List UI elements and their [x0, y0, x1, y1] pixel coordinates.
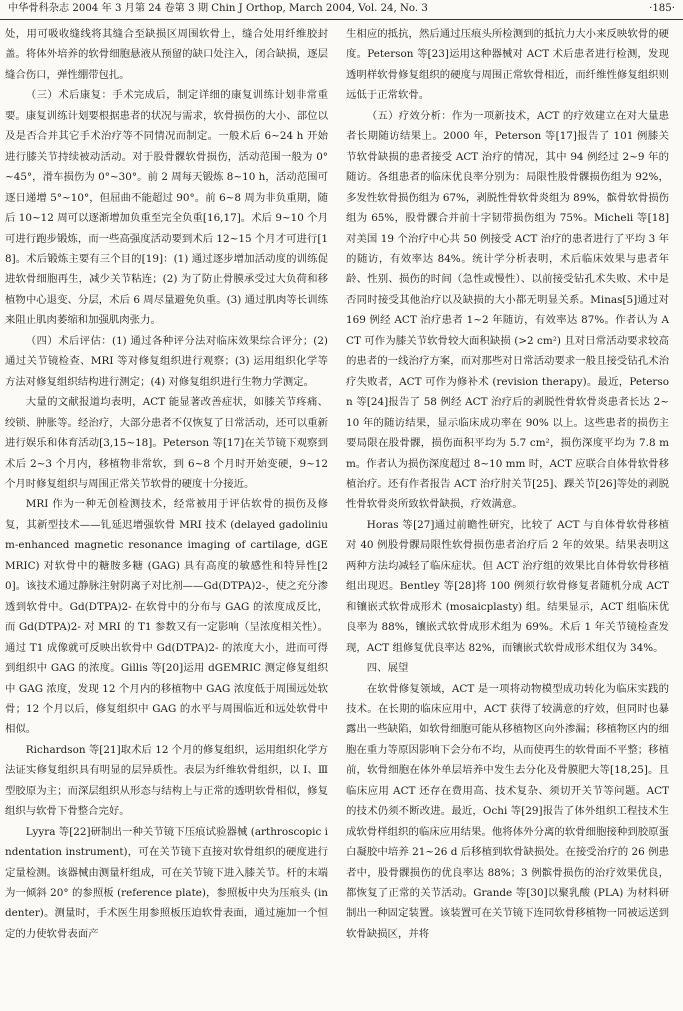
page-number: ·185·: [649, 3, 675, 14]
journal-citation: 中华骨科杂志 2004 年 3 月第 24 卷第 3 期 Chin J Orthop, March 2004, Vol. 24, No. 3: [8, 3, 428, 14]
paragraph-horas: Horas 等[27]通过前瞻性研究，比较了 ACT 与自体骨软骨移植对 40 例股骨髁局限性软骨损伤患者治疗后 2 年的效果。结果表明这两种方法均减轻了临床症状。但 ACT 治疗组的效果比自体骨软骨移植组出现迟。Bentley 等[28]将 100 例须行软骨修复者随机分成 ACT 和镶嵌式软骨成形术 (mosaicplasty) 组。结果显示，ACT 组临床优良率为 88%，镶嵌式软骨成形术组为 69%。术后 1 年关节镜检查发现，ACT 组修复优良率达 82%，而镶嵌式软骨成形术组仅为 34%。: [346, 518, 669, 654]
paragraph-literature: 大量的文献报道均表明，ACT 能显著改善症状，如膝关节疼痛、绞锁、肿胀等。经治疗，大部分患者不仅恢复了日常活动，还可以重新进行娱乐和体育活动[3,15~18]。Peterson 等[17]在关节镜下观察到术后 2~3 个月内，移植物非常软，到 6~8 个月时开始变硬，9~12 个月时修复组织与周围正常关节软骨的硬度十分接近。: [5, 396, 328, 490]
section-heading-outlook: 四、展望: [366, 662, 409, 675]
header-rule: [0, 19, 683, 20]
paragraph-lyyra-cont: 生相应的抵抗，然后通过压痕头所检测到的抵抗力大小来反映软骨的硬度。Peterson 等[23]运用这种器械对 ACT 术后患者进行检测，发现透明样软骨修复组织的硬度与周围正常软骨相近，而纤维性修复组织则远低于正常软骨。: [346, 28, 669, 102]
paragraph-rehabilitation: （三）术后康复：手术完成后，制定详细的康复训练计划非常重要。康复训练计划要根据患者的状况与需求，软骨损伤的大小、部位以及是否合并其它手术治疗等不同情况而制定。一般术后 6~24 h 开始进行膝关节持续被动活动。对于股骨髁软骨损伤，活动范围一般为 0°~45°，滑车损伤为 0°~30°。前 2 周每天锻炼 8~10 h，活动范围可逐日递增 5°~10°，但屈曲不能超过 90°。前 6~8 周为非负重期，随后 10~12 周可以逐渐增加负重至完全负重[16,17]。术后 9~10 个月可进行跑步锻炼，而一些高强度活动要到术后 12~15 个月才可进行[18]。术后锻炼主要有三个目的[19]：(1) 通过逐步增加活动度的训练促进软骨细胞再生，减少关节粘连；(2) 为了防止骨膜承受过大负荷和移植物中心退变、分层，术后 6 周尽量避免负重。(3) 通过肌肉等长训练来阻止肌肉萎缩和加强肌肉张力。: [5, 89, 328, 327]
right-column: [346, 24, 669, 1007]
paragraph-outlook: 在软骨修复领域，ACT 是一项将动物模型成功转化为临床实践的技术。在长期的临床应用中，ACT 获得了较满意的疗效，但同时也暴露出一些缺陷，如软骨细胞可能从移植物区向外渗漏；移植物区内的细胞在重力等原因影响下会分布不均，从而使再生的软骨面不平整；移植前，软骨细胞在体外单层培养中发生去分化及骨膜肥大等[18,25]。且临床应用 ACT 还存在费用高、技术复杂、须切开关节等问题。ACT 的技术仍须不断改进。最近，Ochi 等[29]报告了体外组织工程技术生成软骨样组织的临床应用结果。他将体外分离的软骨细胞接种到胶原蛋白凝胶中培养 21~26 d 后移植到软骨缺损处。在接受治疗的 26 例患者中，股骨髁损伤的优良率达 88%；3 例髌骨损伤的治疗效果优良，都恢复了正常的关节活动。Grande 等[30]以聚乳酸 (PLA) 为材料研制出一种固定装置。该装置可在关节镜下连同软骨移植物一同被运送到软骨缺损区，并将: [346, 682, 669, 940]
paragraph-lyyra: Lyyra 等[22]研制出一种关节镜下压痕试验器械 (arthroscopic indentation instrument)，可在关节镜下直接对软骨组织的硬度进行定量检测。该器械由测量杆组成，可在关节镜下进入膝关节。杆的末端为一倾斜 20° 的参照板 (reference plate)，参照板中央为压痕头 (indenter)。测量时，手术医生用参照板压迫软骨表面，通过施加一个恒定的力使软骨表面产: [5, 825, 328, 940]
paragraph-mri: MRI 作为一种无创检测技术，经常被用于评估软骨的损伤及修复，其新型技术——钆延迟增强软骨 MRI 技术 (delayed gadolinium-enhanced magnetic resonance imaging of cartilage, dGEMRIC) 对软骨中的糖胺多糖 (GAG) 具有高度的敏感性和特异性[20]。该技术通过静脉注射阴离子对比剂——Gd(DTPA)2-，使之充分渗透到软骨中。Gd(DTPA)2- 在软骨中的分布与 GAG 的浓度成反比，而 Gd(DTPA)2- 对 MRI 的 T1 参数又有一定影响（呈浓度相关性）。通过 T1 成像就可反映出软骨中 Gd(DTPA)2- 的浓度大小，进而可得到组织中 GAG 的浓度。Gillis 等[20]运用 dGEMRIC 测定修复组织中 GAG 浓度，发现 12 个月内的移植物中 GAG 浓度低于周围远处软骨；12 个月以后，修复组织中 GAG 的水平与周围临近和远处软骨中相似。: [5, 498, 328, 736]
running-header: [8, 0, 675, 18]
paragraph-surgery-end: 处，用可吸收缝线将其缝合至缺损区周围软骨上，缝合处用纤维胶封盖。将体外培养的软骨细胞悬液从预留的缺口处注入，闭合缺损，逐层缝合伤口，弹性绷带包扎。: [5, 28, 328, 81]
paragraph-richardson: Richardson 等[21]取术后 12 个月的修复组织，运用组织化学方法证实修复组织具有明显的层异质性。表层为纤维软骨组织，以 Ⅰ、Ⅲ 型胶原为主；而深层组织从形态与结构上与正常的透明软骨相似，修复组织与软骨下骨整合完好。: [5, 743, 328, 818]
left-column: [5, 24, 328, 1007]
paragraph-evaluation: （四）术后评估：(1) 通过各种评分法对临床效果综合评分；(2) 通过关节镜检查、MRI 等对修复组织进行观察；(3) 运用组织化学等方法对修复组织结构进行测定；(4) 对修复组织进行生物力学测定。: [5, 334, 328, 388]
paragraph-efficacy: （五）疗效分析：作为一项新技术，ACT 的疗效建立在对大量患者长期随访结果上。2000 年，Peterson 等[17]报告了 101 例膝关节软骨缺损的患者接受 ACT 治疗的情况，其中 94 例经过 2~9 年的随访。各组患者的临床优良率分别为：局限性股骨髁损伤组为 92%，多发性软骨损伤组为 67%，剥脱性骨软骨炎组为 89%，髌骨软骨损伤组为 65%，股骨髁合并前十字韧带损伤组为 75%。Micheli 等[18]对美国 19 个治疗中心共 50 例接受 ACT 治疗的患者进行了平均 3 年的随访，有效率达 84%。统计学分析表明，术后临床效果与患者年龄、性别、损伤的时间（急性或慢性）、以前接受钻孔术失败、术中是否同时接受其他治疗以及缺损的大小都无明显关系。Minas[5]通过对 169 例经 ACT 治疗患者 1~2 年随访，有效率达 87%。作者认为 ACT 可作为膝关节软骨较大面积缺损 (>2 cm²) 且对日常活动要求较高的患者的一线治疗方案，而对那些对日常活动要求一般且接受钻孔术治疗失败者，ACT 可作为修补术 (revision therapy)。最近，Peterson 等[24]报告了 58 例经 ACT 治疗后的剥脱性骨软骨炎患者长达 2~10 年的随访结果，显示临床成功率在 90% 以上。这些患者的损伤主要局限在股骨髁，损伤面积平均为 5.7 cm²，损伤深度平均为 7.8 mm。作者认为损伤深度超过 8~10 mm 时，ACT 应联合自体骨软骨移植治疗。还有作者报告 ACT 治疗肘关节[25]、踝关节[26]等处的剥脱性骨软骨炎所致软骨缺损，疗效满意。: [346, 109, 669, 511]
